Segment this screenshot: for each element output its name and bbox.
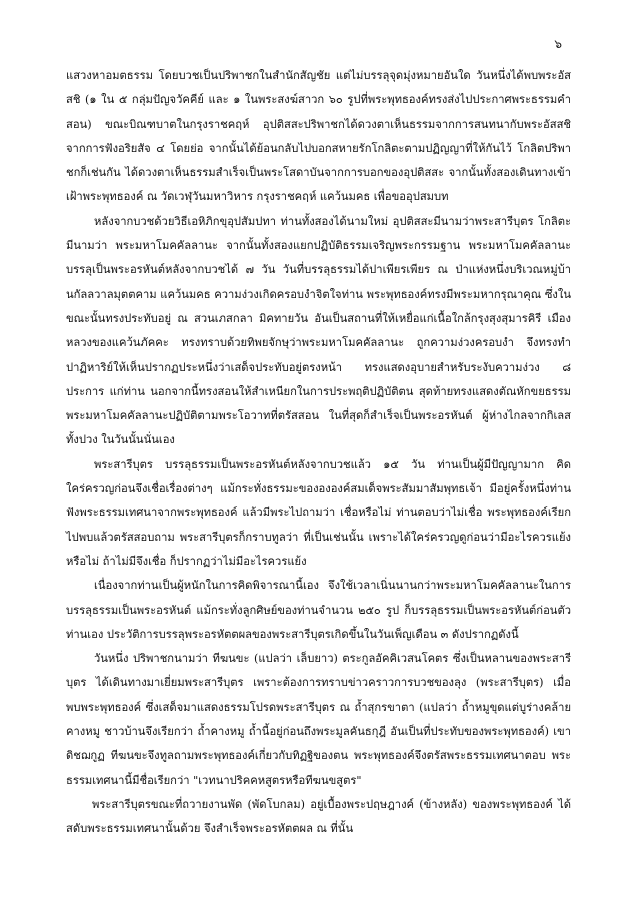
paragraph-1: แสวงหาอมตธรรม โดยบวชเป็นปริพาชกในสำนักสัญชัย แต่ไม่บรรลุจุดมุ่งหมายอันใด วันหนึ่งได้พบพระอัสสชิ (๑ ใน ๕ กลุ่มปัญจวัคคีย์ และ ๑ ในพระสงฆ์สาวก ๖๐ รูปที่พระพุทธองค์ทรงส่งไปประกาศพระธรรมคำสอน) ขณะบิณฑบาตในกรุงราชคฤห์ อุปติสสะปริพาชกได้ดวงตาเห็นธรรมจากการสนทนากับพระอัสสชิ จากการฟังอริยสัจ ๔ โดยย่อ จากนั้นได้ย้อนกลับไปบอกสหายรักโกลิตะตามปฏิญญาที่ให้กันไว้ โกลิตปริพาชกก็เช่นกัน ได้ดวงตาเห็นธรรมสำเร็จเป็นพระโสดาบันจากการบอกของอุปติสสะ จากนั้นทั้งสองเดินทางเข้าเฝ้าพระพุทธองค์ ณ วัดเวฬุวันมหาวิหาร กรุงราชคฤห์ แคว้นมคธ เพื่อขออุปสมบท (66, 69, 571, 204)
paragraph-3: พระสารีบุตร บรรลุธรรมเป็นพระอรหันต์หลังจากบวชแล้ว ๑๕ วัน ท่านเป็นผู้มีปัญญามาก คิดใคร่ครวญก่อนจึงเชื่อเรื่องต่างๆ แม้กระทั่งธรรมะของององค์สมเด็จพระสัมมาสัมพุทธเจ้า มีอยู่ครั้งหนึ่งท่านฟังพระธรรมเทศนาจากพระพุทธองค์ แล้วมีพระไปถามว่า เชื่อหรือไม่ ท่านตอบว่าไม่เชื่อ พระพุทธองค์เรียกไปพบแล้วตรัสสอบถาม พระสารีบุตรก็กราบทูลว่า ที่เป็นเช่นนั้น เพราะได้ใคร่ครวญดูก่อนว่ามีอะไรควรแย้งหรือไม่ ถ้าไม่มีจึงเชื่อ ก็ปรากฏว่าไม่มีอะไรควรแย้ง (66, 457, 571, 568)
paragraph-2: หลังจากบวชด้วยวิธีเอหิภิกขุอุปสัมปทา ท่านทั้งสองได้นามใหม่ อุปติสสะมีนามว่าพระสารีบุตร โกลิตะมีนามว่า พระมหาโมคคัลลานะ จากนั้นทั้งสองแยกปฏิบัติธรรมเจริญพระกรรมฐาน พระมหาโมคคัลลานะบรรลุเป็นพระอรหันต์หลังจากบวชได้ ๗ วัน วันที่บรรลุธรรมได้ปาเพียรเพียร ณ ป่าแห่งหนึ่งบริเวณหมู่บ้านกัลลวาลมุตตคาม แคว้นมคธ ความง่วงเกิดครอบงำจิตใจท่าน พระพุทธองค์ทรงมีพระมหากรุณาคุณ ซึ่งในขณะนั้นทรงประทับอยู่ ณ สวนเภสกลา มิคทายวัน อันเป็นสถานที่ให้เหยื่อแก่เนื้อใกล้กรุงสุงสุมารคิรี เมืองหลวงของแคว้นภัคคะ ทรงทราบด้วยทิพยจักษุว่าพระมหาโมคคัลลานะ ถูกความง่วงครอบงำ จึงทรงทำปาฏิหาริย์ให้เห็นปรากฏประหนึ่งว่าเสด็จประทับอยู่ตรงหน้า ทรงแสดงอุบายสำหรับระงับความง่วง ๘ ประการ แก่ท่าน นอกจากนี้ทรงสอนให้สำเหนียกในการประพฤติปฏิบัติตน สุดท้ายทรงแสดงตัณหักขยธรรม พระมหาโมคคัลลานะปฏิบัติตามพระโอวาทที่ตรัสสอน ในที่สุดก็สำเร็จเป็นพระอรหันต์ ผู้ห่างไกลจากกิเลสทั้งปวง ในวันนั้นนั่นเอง (66, 214, 571, 447)
document-body (66, 64, 571, 842)
paragraph-6: พระสารีบุตรขณะที่ถวายงานพัด (พัดโบกลม) อยู่เบื้องพระปฤษฎางค์ (ข้างหลัง) ของพระพุทธองค์ ได้สดับพระธรรมเทศนานั้นด้วย จึงสำเร็จพระอรหัตตผล ณ ที่นั้น (66, 797, 571, 836)
page-number: ๖ (554, 37, 562, 51)
paragraph-4: เนื่องจากท่านเป็นผู้หนักในการคิดพิจารณานี้เอง จึงใช้เวลาเนิ่นนานกว่าพระมหาโมคคัลลานะในการบรรลุธรรมเป็นพระอรหันต์ แม้กระทั่งลูกศิษย์ของท่านจำนวน ๒๕๐ รูป ก็บรรลุธรรมเป็นพระอรหันต์ก่อนตัวท่านเอง ประวัติการบรรลุพระอรหัตตผลของพระสารีบุตรเกิดขึ้นในวันเพ็ญเดือน ๓ ดังปรากฏดังนี้ (66, 579, 571, 641)
paragraph-5: วันหนึ่ง ปริพาชกนามว่า ทีฆนขะ (แปลว่า เล็บยาว) ตระกูลอัคคิเวสนโคตร ซึ่งเป็นหลานของพระสารีบุตร ได้เดินทางมาเยี่ยมพระสารีบุตร เพราะต้องการทราบข่าวคราวการบวชของลุง (พระสารีบุตร) เมื่อพบพระพุทธองค์ ซึ่งเสด็จมาแสดงธรรมโปรดพระสารีบุตร ณ ถ้ำสุกรขาตา (แปลว่า ถ้ำหมูขุดแต่บูร่างคล้ายคางหมู ชาวบ้านจึงเรียกว่า ถ้ำคางหมู ถ้ำนี้อยู่ก่อนถึงพระมูลคันธกุฎี อันเป็นที่ประทับของพระพุทธองค์) เขาดิชฌกูฏ ทีฆนขะจึงทูลถามพระพุทธองค์เกี่ยวกับทิฏฐิของตน พระพุทธองค์จึงตรัสพระธรรมเทศนาตอบ พระธรรมเทศนานี้มีชื่อเรียกว่า "เวทนาปริคคหสูตรหรือทีฆนขสูตร" (66, 652, 571, 787)
